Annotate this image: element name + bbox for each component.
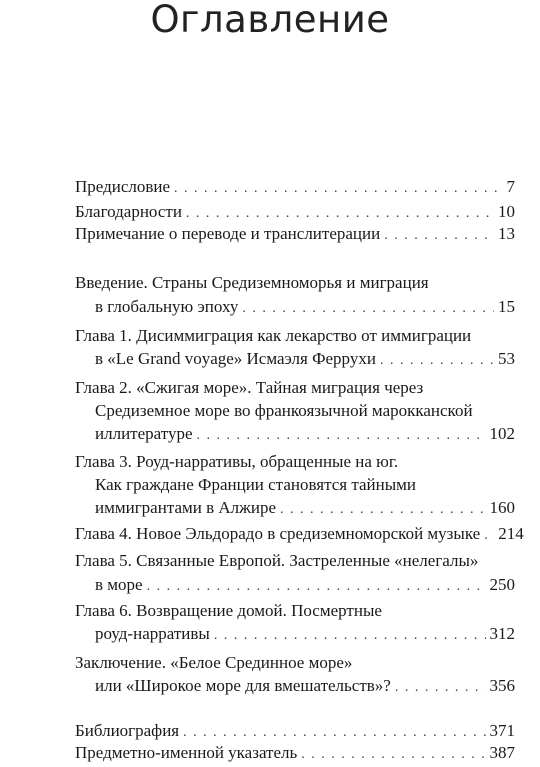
toc-entry-chapter-5-cont — [95, 573, 515, 597]
dot-leader — [147, 575, 486, 599]
dot-leader — [380, 349, 494, 373]
toc-page-number: 102 — [489, 424, 515, 443]
table-of-contents — [75, 0, 524, 767]
toc-entry-title: роуд-нарративы — [95, 624, 210, 643]
toc-entry-title: в море — [95, 575, 143, 594]
toc-page-number: 10 — [498, 202, 515, 221]
toc-page-number: 7 — [506, 177, 515, 196]
dot-leader — [197, 424, 486, 448]
dot-leader — [395, 676, 486, 700]
toc-entry-title: Примечание о переводе и транслитерации — [75, 224, 381, 243]
dot-leader — [214, 624, 486, 648]
toc-page-number: 371 — [489, 721, 515, 740]
toc-entry-title: Глава 6. Возвращение домой. Посмертные — [75, 601, 382, 620]
toc-entry-title: или «Широкое море для вмешательств»? — [95, 676, 391, 695]
toc-entry-translation-note — [75, 222, 515, 246]
toc-entry-chapter-3 — [75, 450, 515, 474]
toc-entry-introduction-cont — [95, 295, 515, 319]
toc-page-number: 160 — [489, 498, 515, 517]
toc-page-number: 214 — [498, 524, 524, 543]
toc-entry-title: в глобальную эпоху — [95, 297, 239, 316]
dot-leader — [174, 177, 497, 201]
toc-entry-bibliography — [75, 719, 515, 743]
toc-entry-chapter-2-cont — [95, 399, 515, 423]
toc-page-number: 53 — [498, 349, 515, 368]
toc-entry-chapter-2-cont — [95, 422, 515, 446]
toc-page-number: 387 — [489, 743, 515, 762]
toc-entry-chapter-2 — [75, 376, 515, 400]
toc-entry-index — [75, 741, 515, 765]
toc-entry-title: иммигрантами в Алжире — [95, 498, 277, 517]
toc-entry-title: Введение. Страны Средиземноморья и миграция — [75, 273, 429, 292]
toc-entry-title: Средиземное море во франкоязычной марокканской — [95, 401, 473, 420]
toc-entry-title: Глава 2. «Сжигая море». Тайная миграция через — [75, 378, 424, 397]
toc-page-number: 312 — [489, 624, 515, 643]
toc-entry-chapter-6-cont — [95, 622, 515, 646]
dot-leader — [301, 743, 485, 767]
toc-entry-introduction — [75, 271, 515, 295]
toc-entry-title: Глава 1. Дисиммиграция как лекарство от иммиграции — [75, 326, 472, 345]
toc-entry-title: Заключение. «Белое Срединное море» — [75, 653, 353, 672]
dot-leader — [280, 498, 485, 522]
toc-entry-title: Глава 5. Связанные Европой. Застреленные «нелегалы» — [75, 551, 479, 570]
toc-entry-chapter-1 — [75, 324, 515, 348]
toc-entry-chapter-4 — [75, 522, 524, 546]
toc-entry-conclusion — [75, 651, 515, 675]
toc-entry-chapter-5 — [75, 549, 515, 573]
toc-page-number: 15 — [498, 297, 515, 316]
toc-entry-title: в «Le Grand voyage» Исмаэля Феррухи — [95, 349, 376, 368]
toc-page-number: 250 — [489, 575, 515, 594]
toc-entry-title: иллитературе — [95, 424, 193, 443]
toc-entry-title: Библиография — [75, 721, 180, 740]
toc-entry-title: Как граждане Франции становятся тайными — [95, 475, 416, 494]
toc-entry-conclusion-cont — [95, 674, 515, 698]
toc-entry-title: Глава 4. Новое Эльдорадо в средиземноморской музыке — [75, 524, 481, 543]
toc-entry-chapter-3-cont — [95, 473, 515, 497]
page-title: Оглавление — [150, 0, 390, 41]
toc-entry-title: Глава 3. Роуд-нарративы, обращенные на юг. — [75, 452, 399, 471]
toc-entry-preface — [75, 175, 515, 199]
toc-entry-title: Благодарности — [75, 202, 182, 221]
toc-entry-chapter-1-cont — [95, 347, 515, 371]
toc-entry-title: Предметно-именной указатель — [75, 743, 298, 762]
toc-entry-acknowledgements — [75, 200, 515, 224]
toc-entry-title: Предисловие — [75, 177, 171, 196]
dot-leader — [384, 224, 494, 248]
toc-entry-chapter-6 — [75, 599, 515, 623]
dot-leader — [242, 297, 494, 321]
toc-page-number: 356 — [489, 676, 515, 695]
toc-entry-chapter-3-cont — [95, 496, 515, 520]
toc-page-number: 13 — [498, 224, 515, 243]
dot-leader — [484, 524, 494, 548]
